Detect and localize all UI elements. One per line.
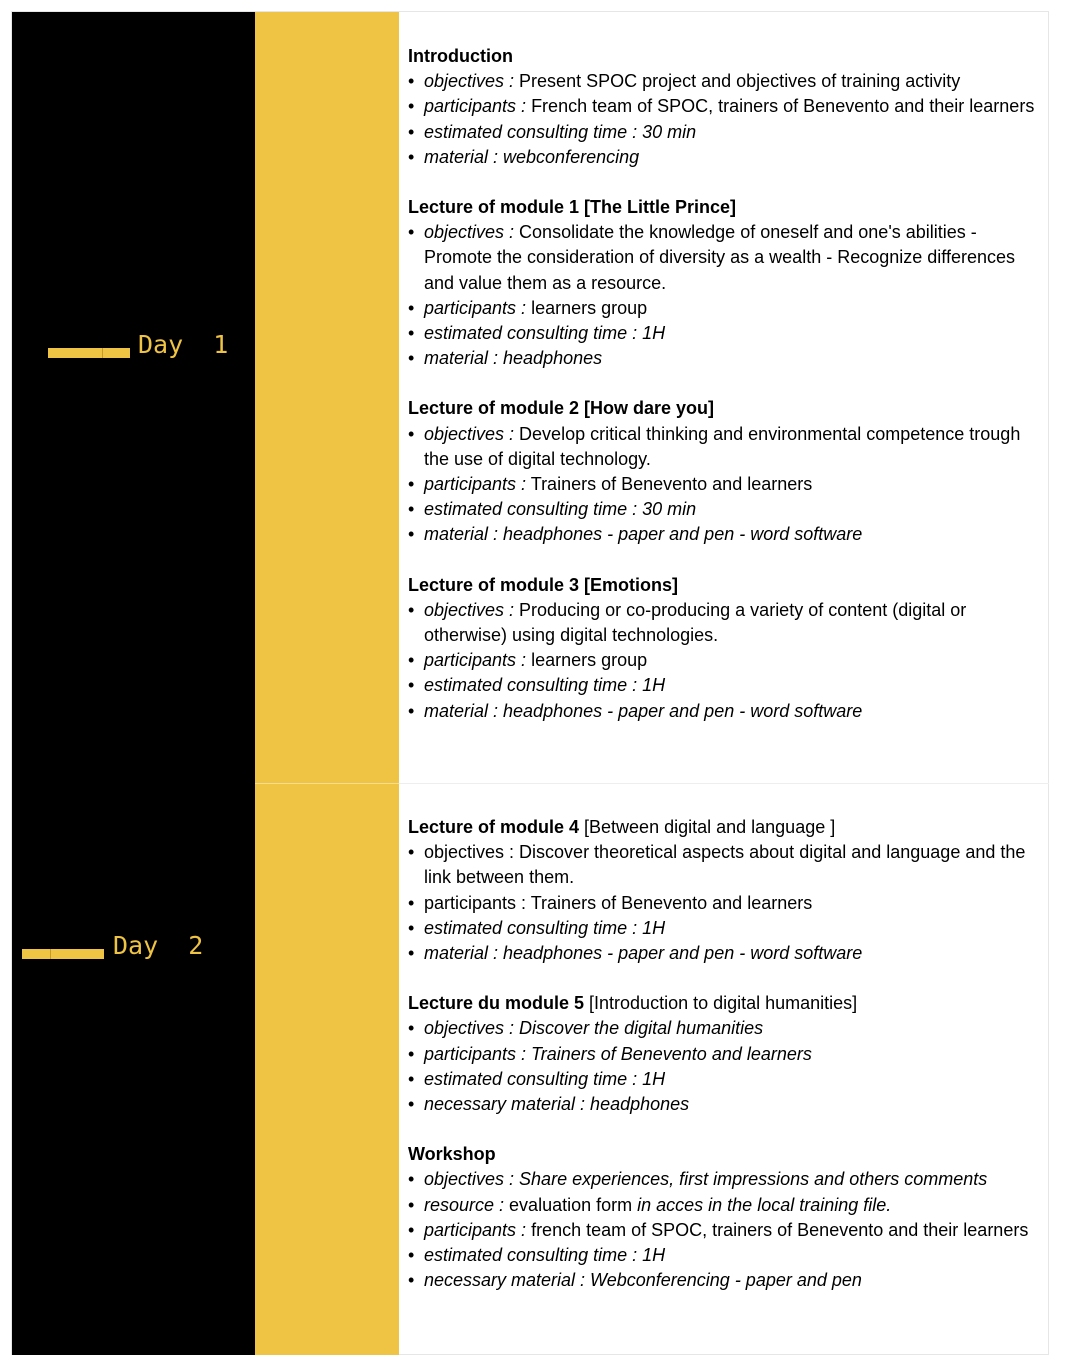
detail-list [408, 422, 1048, 548]
section-module-5 [408, 991, 1048, 1117]
section-module-3 [408, 573, 1048, 724]
content-divider [399, 783, 1049, 784]
section-title: Lecture of module 4 [Between digital and language ] [408, 817, 836, 837]
section-title: Lecture of module 2 [How dare you] [408, 398, 715, 419]
day-2-marker-bar [22, 949, 104, 959]
list-item: • necessary material : headphones [408, 1092, 1048, 1117]
day-2-content [408, 815, 1048, 1318]
list-item: • material : headphones - paper and pen - word software [408, 941, 1048, 966]
list-item: • participants : French team of SPOC, trainers of Benevento and their learners [408, 94, 1048, 119]
list-item: • estimated consulting time : 1H [408, 916, 1048, 941]
section-title: Lecture du module 5 [Introduction to digital humanities] [408, 993, 858, 1014]
list-item: • estimated consulting time : 1H [408, 673, 1048, 698]
section-title: Lecture of module 3 [Emotions] [408, 574, 679, 595]
section-title: Lecture of module 1 [The Little Prince] [408, 197, 737, 218]
list-item: • objectives : Producing or co-producing a variety of content (digital or otherwise) using digital technologies. [408, 598, 1048, 648]
detail-list [408, 1016, 1048, 1117]
accent-column [255, 12, 399, 1355]
list-item: • participants : Trainers of Benevento and learners [408, 891, 1048, 916]
day-1-content [408, 44, 1048, 749]
list-item: • estimated consulting time : 30 min [408, 497, 1048, 522]
section-title: Workshop [408, 1144, 496, 1165]
detail-list [408, 220, 1048, 371]
list-item: • objectives : Develop critical thinking and environmental competence trough the use of digital technology. [408, 422, 1048, 472]
list-item: • participants : french team of SPOC, trainers of Benevento and their learners [408, 1218, 1048, 1243]
day-2-label: Day 2 [113, 931, 204, 960]
list-item: • material : headphones [408, 346, 1048, 371]
list-item: • objectives : Discover the digital humanities [408, 1016, 1048, 1041]
list-item: • participants : Trainers of Benevento and learners [408, 1042, 1048, 1067]
section-module-2 [408, 396, 1048, 547]
day-divider [255, 783, 399, 784]
list-item: • material : headphones - paper and pen - word software [408, 522, 1048, 547]
program-page [11, 11, 1049, 1355]
day-1-label: Day 1 [138, 330, 229, 359]
detail-list [408, 69, 1048, 170]
detail-list [408, 840, 1048, 966]
list-item: • necessary material : Webconferencing - paper and pen [408, 1268, 1048, 1293]
list-item: • objectives : Share experiences, first impressions and others comments [408, 1167, 1048, 1192]
list-item: • estimated consulting time : 1H [408, 1067, 1048, 1092]
list-item: • estimated consulting time : 1H [408, 1243, 1048, 1268]
section-module-1 [408, 195, 1048, 371]
section-module-4 [408, 815, 1048, 966]
section-introduction [408, 44, 1048, 170]
list-item: • objectives : Discover theoretical aspects about digital and language and the link between them. [408, 840, 1048, 890]
detail-list [408, 598, 1048, 724]
detail-list [408, 1167, 1048, 1293]
section-title: Introduction [408, 46, 513, 66]
list-item: • resource : evaluation form in acces in the local training file. [408, 1193, 1048, 1218]
list-item: • estimated consulting time : 1H [408, 321, 1048, 346]
day-1-marker-bar [48, 348, 130, 358]
list-item: • participants : learners group [408, 648, 1048, 673]
list-item: • objectives : Present SPOC project and objectives of training activity [408, 69, 1048, 94]
list-item: • participants : learners group [408, 296, 1048, 321]
list-item: • objectives : Consolidate the knowledge of oneself and one's abilities - Promote the consideration of diversity as a wealth - Recognize differences and value them as a resource. [408, 220, 1048, 296]
list-item: • estimated consulting time : 30 min [408, 120, 1048, 145]
list-item: • material : headphones - paper and pen - word software [408, 699, 1048, 724]
list-item: • material : webconferencing [408, 145, 1048, 170]
section-workshop [408, 1142, 1048, 1293]
list-item: • participants : Trainers of Benevento and learners [408, 472, 1048, 497]
day-sidebar [12, 12, 255, 1355]
